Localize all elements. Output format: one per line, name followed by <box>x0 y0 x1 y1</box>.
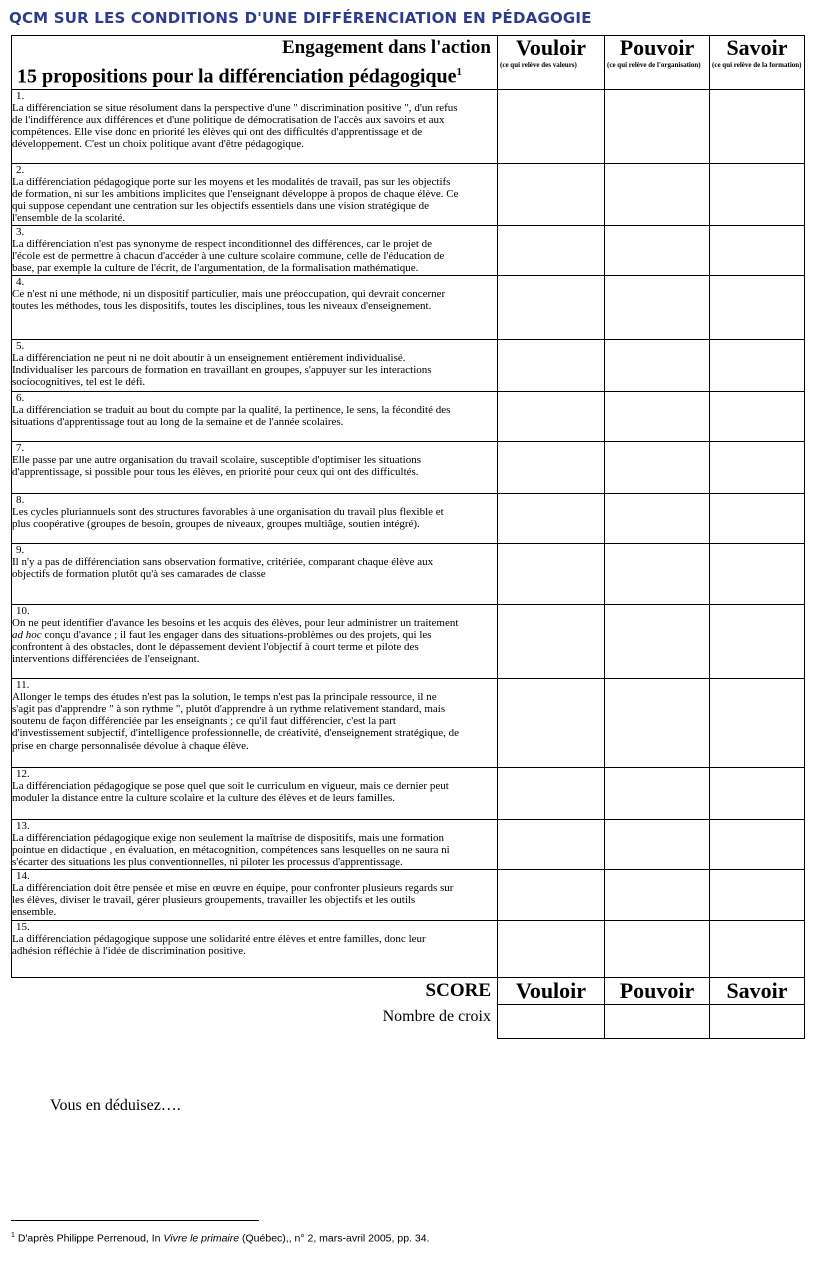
proposition-text: La différenciation doit être pensée et mise en œuvre en équipe, pour confronter plusieurs regards sur les élèves, diviser le travail, gérer plusieurs groupements, travailler les objectifs et les outils ensemble. <box>12 881 454 919</box>
score-row <box>12 977 805 1004</box>
column-savoir-label: Savoir <box>726 35 788 60</box>
propositions-header <box>12 60 498 89</box>
proposition-text-part: On ne peut identifier d'avance les besoins et les acquis des élèves, pour leur administrer un traitement <box>12 616 459 629</box>
count-row <box>12 1004 805 1038</box>
proposition-row <box>12 339 805 391</box>
answer-cell-vouloir[interactable] <box>498 163 605 225</box>
proposition-cell <box>12 163 498 225</box>
proposition-row <box>12 678 805 767</box>
proposition-cell <box>12 225 498 275</box>
answer-cell-savoir[interactable] <box>710 225 805 275</box>
proposition-text: Allonger le temps des études n'est pas la solution, le temps n'est pas la principale ressource, il ne s'agit pas d'apprendre " à son rythme ", plutôt d'apprendre à un rythme relativement standard, mais soutenu de façon différenciée par les enseignants ; ce qu'il faut différencier, c'est la part d'investissement subjectif, d'intelligence professionnelle, de créativité, d'enseignement stratégique, de prise en charge personnalisée dévolue à chaque élève. <box>12 690 460 752</box>
proposition-number: 11. <box>16 678 30 691</box>
proposition-text: Elle passe par une autre organisation du travail scolaire, susceptible d'optimiser les situations d'apprentissage, si possible pour tous les élèves, en priorité pour ceux qui ont des difficultés. <box>12 453 421 479</box>
count-cell-pouvoir[interactable] <box>605 1004 710 1038</box>
answer-cell-pouvoir[interactable] <box>605 275 710 339</box>
proposition-text: La différenciation ne peut ni ne doit aboutir à un enseignement entièrement individualisé. Individualiser les parcours de formation en travaillant en groupes, s'appuyer sur les interactions sociocognitives, tel est le défi. <box>12 351 432 389</box>
proposition-row <box>12 225 805 275</box>
answer-cell-pouvoir[interactable] <box>605 89 710 163</box>
answer-cell-vouloir[interactable] <box>498 543 605 604</box>
proposition-row <box>12 819 805 869</box>
proposition-cell <box>12 441 498 493</box>
proposition-cell <box>12 920 498 977</box>
proposition-number: 1. <box>16 89 25 102</box>
proposition-cell <box>12 493 498 543</box>
proposition-number: 14. <box>16 869 30 882</box>
answer-cell-savoir[interactable] <box>710 441 805 493</box>
proposition-number: 13. <box>16 819 30 832</box>
column-pouvoir-label: Pouvoir <box>619 35 695 60</box>
proposition-row <box>12 493 805 543</box>
answer-cell-pouvoir[interactable] <box>605 543 710 604</box>
answer-cell-savoir[interactable] <box>710 163 805 225</box>
proposition-number: 8. <box>16 493 25 506</box>
answer-cell-vouloir[interactable] <box>498 678 605 767</box>
answer-cell-vouloir[interactable] <box>498 819 605 869</box>
answer-cell-pouvoir[interactable] <box>605 604 710 678</box>
answer-cell-savoir[interactable] <box>710 767 805 819</box>
column-header-pouvoir <box>605 36 710 90</box>
proposition-number: 3. <box>16 225 25 238</box>
answer-cell-vouloir[interactable] <box>498 225 605 275</box>
proposition-number: 10. <box>16 604 30 617</box>
footnote-title: Vivre le primaire <box>163 1232 240 1245</box>
count-cell-vouloir[interactable] <box>498 1004 605 1038</box>
column-vouloir-sub: (ce qui relève des valeurs) <box>500 61 577 69</box>
answer-cell-pouvoir[interactable] <box>605 920 710 977</box>
proposition-cell <box>12 819 498 869</box>
count-label: Nombre de croix <box>382 1008 491 1026</box>
answer-cell-savoir[interactable] <box>710 275 805 339</box>
proposition-row <box>12 767 805 819</box>
answer-cell-pouvoir[interactable] <box>605 678 710 767</box>
conclusion-text: Vous en déduisez…. <box>50 1097 181 1114</box>
answer-cell-savoir[interactable] <box>710 920 805 977</box>
score-label: SCORE <box>12 977 498 1004</box>
answer-cell-savoir[interactable] <box>710 493 805 543</box>
answer-cell-savoir[interactable] <box>710 678 805 767</box>
proposition-text: Il n'y a pas de différenciation sans observation formative, critériée, comparant chaque élève aux objectifs de formation plutôt qu'à ses camarades de classe <box>12 555 434 581</box>
qcm-table <box>11 35 805 1039</box>
footnote-marker: 1 <box>456 66 463 78</box>
proposition-row <box>12 920 805 977</box>
answer-cell-vouloir[interactable] <box>498 869 605 920</box>
answer-cell-pouvoir[interactable] <box>605 391 710 441</box>
answer-cell-vouloir[interactable] <box>498 89 605 163</box>
proposition-cell <box>12 275 498 339</box>
proposition-text: Ce n'est ni une méthode, ni un dispositif particulier, mais une préoccupation, qui devrait concerner toutes les méthodes, tous les dispositifs, toutes les disciplines, tous les niveaux d'enseignement. <box>12 287 446 313</box>
score-header-savoir: Savoir <box>710 977 805 1004</box>
answer-cell-vouloir[interactable] <box>498 767 605 819</box>
answer-cell-pouvoir[interactable] <box>605 819 710 869</box>
proposition-text: La différenciation se situe résolument dans la perspective d'une " discrimination positive ", d'un refus de l'indifférence aux différences et d'une politique de démocratisation de l'accès aux savoirs et aux compétences. Elle vise donc en priorité les élèves qui ont des difficultés d'apprentissage et de développement. C'est un choix politique avant d'être pédagogique. <box>12 101 458 151</box>
proposition-cell <box>12 604 498 678</box>
proposition-row <box>12 604 805 678</box>
answer-cell-savoir[interactable] <box>710 819 805 869</box>
answer-cell-pouvoir[interactable] <box>605 767 710 819</box>
column-vouloir-label: Vouloir <box>515 35 587 60</box>
answer-cell-vouloir[interactable] <box>498 920 605 977</box>
proposition-text <box>12 617 466 666</box>
proposition-number: 5. <box>16 339 25 352</box>
page-title: QCM SUR LES CONDITIONS D'UNE DIFFÉRENCIATION EN PÉDAGOGIE <box>9 9 592 27</box>
answer-cell-pouvoir[interactable] <box>605 163 710 225</box>
answer-cell-vouloir[interactable] <box>498 493 605 543</box>
footnote-number: 1 <box>11 1232 15 1239</box>
proposition-row <box>12 163 805 225</box>
answer-cell-pouvoir[interactable] <box>605 225 710 275</box>
answer-cell-savoir[interactable] <box>710 604 805 678</box>
proposition-text: La différenciation n'est pas synonyme de respect inconditionnel des différences, car le projet de l'école est de permettre à chacun d'accéder à une culture scolaire commune, celle de l'éducation de base, par exemple la culture de l'écrit, de l'argumentation, de la formalisation mathématique. <box>12 237 445 275</box>
proposition-number: 15. <box>16 920 30 933</box>
proposition-text: La différenciation pédagogique se pose quel que soit le curriculum en vigueur, mais ce dernier peut moduler la distance entre la culture scolaire et la culture des élèves et de leurs familles. <box>12 779 449 805</box>
proposition-row <box>12 89 805 163</box>
proposition-cell <box>12 767 498 819</box>
proposition-number: 7. <box>16 441 25 454</box>
score-header-vouloir: Vouloir <box>498 977 605 1004</box>
answer-cell-savoir[interactable] <box>710 339 805 391</box>
proposition-text: La différenciation se traduit au bout du compte par la qualité, la pertinence, le sens, la fécondité des situations d'apprentissage tout au long de la semaine et de l'année scolaires. <box>12 403 451 429</box>
footnote-rule <box>11 1220 259 1221</box>
proposition-number: 2. <box>16 163 25 176</box>
answer-cell-vouloir[interactable] <box>498 604 605 678</box>
proposition-row <box>12 391 805 441</box>
answer-cell-pouvoir[interactable] <box>605 493 710 543</box>
score-header-pouvoir: Pouvoir <box>605 977 710 1004</box>
answer-cell-savoir[interactable] <box>710 869 805 920</box>
proposition-cell <box>12 543 498 604</box>
footnote-before: D'après Philippe Perrenoud, In <box>14 1232 164 1245</box>
answer-cell-pouvoir[interactable] <box>605 339 710 391</box>
answer-cell-vouloir[interactable] <box>498 275 605 339</box>
column-savoir-sub: (ce qui relève de la formation) <box>712 61 802 69</box>
count-cell-savoir[interactable] <box>710 1004 805 1038</box>
proposition-cell <box>12 391 498 441</box>
answer-cell-savoir[interactable] <box>710 89 805 163</box>
proposition-row <box>12 275 805 339</box>
proposition-number: 9. <box>16 543 25 556</box>
proposition-text: La différenciation pédagogique porte sur les moyens et les modalités de travail, pas sur les objectifs de formation, ni sur les ambitions implicites que l'enseignant développe à propos de chaque élève. Ce qui suppose cependant une centration sur les objectifs essentiels dans une vision stratégique de l'ensemble de la scolarité. <box>12 175 459 225</box>
proposition-row <box>12 869 805 920</box>
proposition-number: 4. <box>16 275 25 288</box>
answer-cell-vouloir[interactable] <box>498 441 605 493</box>
proposition-text-part: conçu d'avance ; il faut les engager dans des situations-problèmes ou des projets, qui les confrontent à des obstacles, dont le dépassement devient l'objectif à court terme et pilote des interventions différenciées de l'enseignant. <box>12 629 432 666</box>
answer-cell-pouvoir[interactable] <box>605 441 710 493</box>
column-header-vouloir <box>498 36 605 90</box>
footnote <box>11 1232 429 1245</box>
answer-cell-pouvoir[interactable] <box>605 869 710 920</box>
proposition-cell <box>12 869 498 920</box>
proposition-row <box>12 543 805 604</box>
answer-cell-vouloir[interactable] <box>498 391 605 441</box>
engagement-header: Engagement dans l'action <box>12 36 498 61</box>
answer-cell-savoir[interactable] <box>710 543 805 604</box>
proposition-cell <box>12 89 498 163</box>
column-pouvoir-sub: (ce qui relève de l'organisation) <box>607 61 701 69</box>
proposition-text: Les cycles pluriannuels sont des structures favorables à une organisation du travail plus flexible et plus coopérative (groupes de besoin, groupes de niveaux, groupes multiâge, soutien intégré). <box>12 505 444 531</box>
proposition-text-italic: ad hoc <box>12 629 42 642</box>
proposition-number: 6. <box>16 391 25 404</box>
proposition-text: La différenciation pédagogique suppose une solidarité entre élèves et entre familles, donc leur adhésion réfléchie à l'idée de discrimination positive. <box>12 932 426 958</box>
proposition-number: 12. <box>16 767 30 780</box>
answer-cell-vouloir[interactable] <box>498 339 605 391</box>
answer-cell-savoir[interactable] <box>710 391 805 441</box>
proposition-cell <box>12 339 498 391</box>
column-header-savoir <box>710 36 805 90</box>
footnote-after: (Québec),, n° 2, mars-avril 2005, pp. 34. <box>239 1232 430 1245</box>
proposition-row <box>12 441 805 493</box>
proposition-cell <box>12 678 498 767</box>
header-row-engagement <box>12 36 805 61</box>
propositions-title: 15 propositions pour la différenciation pédagogique <box>17 65 457 88</box>
proposition-text: La différenciation pédagogique exige non seulement la maîtrise de dispositifs, mais une formation pointue en didactique , en évaluation, en métacognition, compétences sans lesquelles on ne saura ni s'écarter des situations les plus conventionnelles, ni piloter les processus d'apprentissage. <box>12 831 450 869</box>
